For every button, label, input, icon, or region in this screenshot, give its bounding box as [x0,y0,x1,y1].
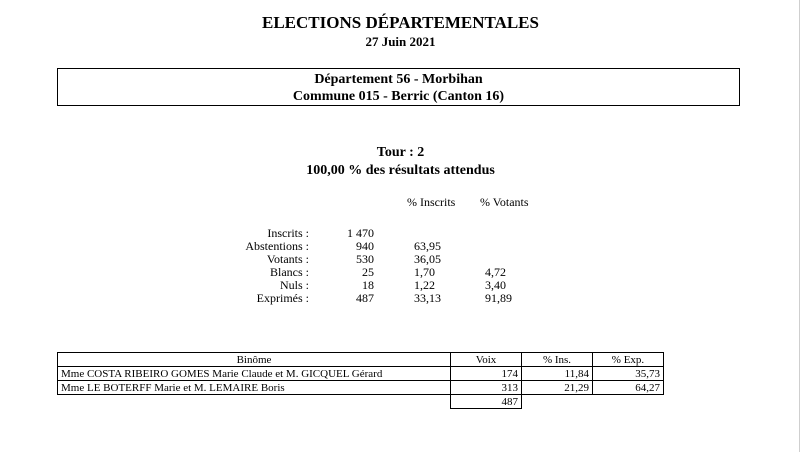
stat-pct-inscrits: 1,70 [414,265,435,279]
location-box [57,68,740,106]
stat-label: Exprimés : [256,291,309,305]
results-progress: 100,00 % des résultats attendus [306,163,495,178]
total-spacer [522,395,593,409]
col-header-binome: Binôme [58,353,451,367]
table-row [58,367,664,381]
col-header-pct-exp: % Exp. [593,353,664,367]
stat-count: 530 [356,252,374,266]
stat-label: Nuls : [279,278,309,292]
stat-count: 940 [356,239,374,253]
stat-label: Inscrits : [267,226,309,240]
cell-pct-ins: 11,84 [522,367,593,381]
stat-label: Votants : [266,252,309,266]
stat-count: 25 [362,265,374,279]
stat-count: 487 [356,291,374,305]
table-row [58,381,664,395]
departement-label: Département 56 - Morbihan [314,72,483,87]
cell-binome: Mme COSTA RIBEIRO GOMES Marie Claude et M. GICQUEL Gérard [58,367,451,381]
cell-pct-exp: 35,73 [593,367,664,381]
stat-row-abstentions [0,240,801,253]
cell-binome: Mme LE BOTERFF Marie et M. LEMAIRE Boris [58,381,451,395]
stat-row-inscrits [0,227,801,240]
stat-row-blancs [0,266,801,279]
stat-pct-votants: 4,72 [485,265,506,279]
stat-label: Blancs : [270,265,309,279]
header-pct-inscrits: % Inscrits [407,195,456,209]
commune-label: Commune 015 - Berric (Canton 16) [292,89,505,104]
col-header-voix: Voix [451,353,522,367]
page-title: ELECTIONS DÉPARTEMENTALES [262,13,539,32]
stat-row-votants [0,253,801,266]
cell-voix: 174 [451,367,522,381]
total-spacer [58,395,451,409]
stat-pct-inscrits: 1,22 [414,278,435,292]
stat-count: 1 470 [347,226,374,240]
cell-total-voix: 487 [451,395,522,409]
stat-row-exprimes [0,292,801,305]
election-date: 27 Juin 2021 [365,34,436,49]
stat-count: 18 [362,278,374,292]
results-table [57,352,664,409]
cell-pct-ins: 21,29 [522,381,593,395]
cell-pct-exp: 64,27 [593,381,664,395]
header-pct-votants: % Votants [480,195,529,209]
table-total-row [58,395,664,409]
stat-row-nuls [0,279,801,292]
stat-pct-votants: 3,40 [485,278,506,292]
stat-label: Abstentions : [245,239,309,253]
round-label: Tour : 2 [376,145,425,160]
cell-voix: 313 [451,381,522,395]
stat-pct-inscrits: 33,13 [414,291,441,305]
stat-pct-inscrits: 63,95 [414,239,441,253]
table-header-row [58,353,664,367]
col-header-pct-ins: % Ins. [522,353,593,367]
total-spacer [593,395,664,409]
stat-pct-inscrits: 36,05 [414,252,441,266]
stat-pct-votants: 91,89 [485,291,512,305]
page-edge-rule [799,0,800,452]
